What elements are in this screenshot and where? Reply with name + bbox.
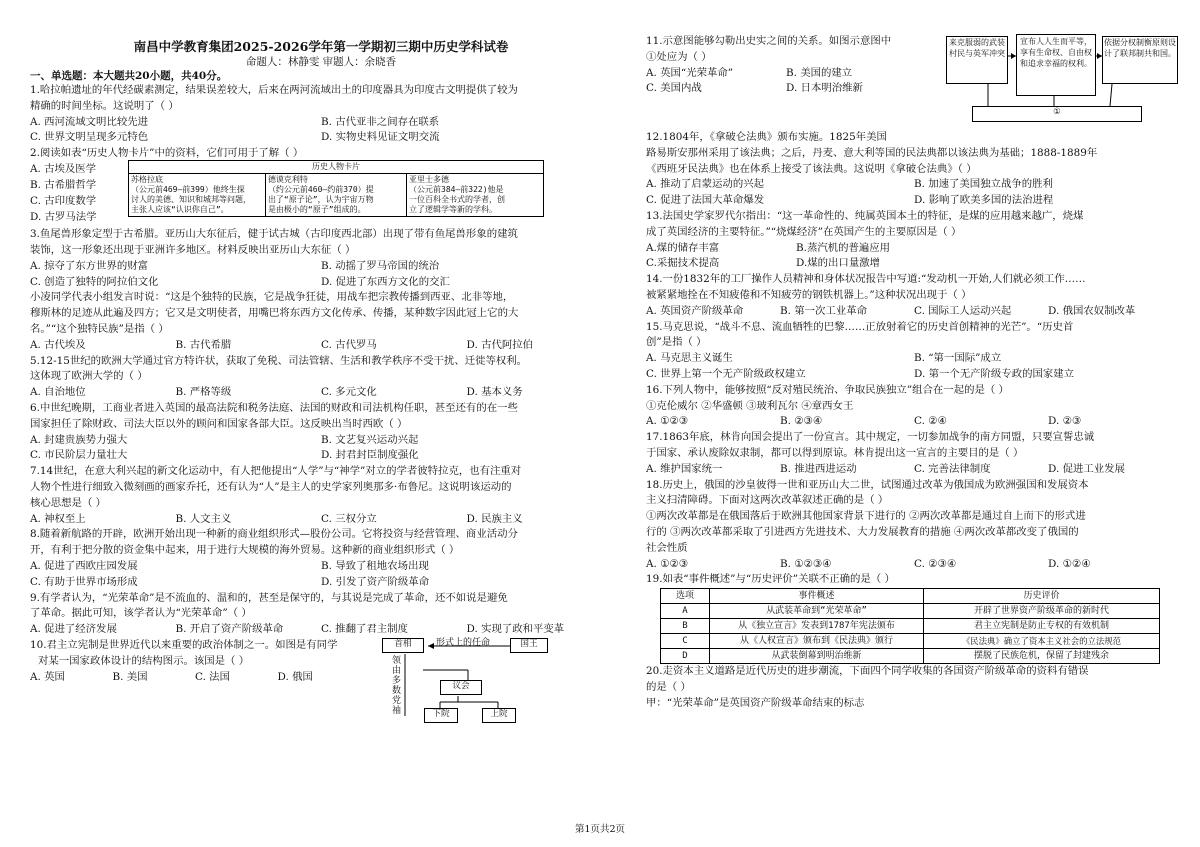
option-c[interactable]: C. 古代罗马	[321, 338, 377, 351]
question-14	[646, 272, 1182, 319]
option-a[interactable]: A. 推动了启蒙运动的兴起	[646, 178, 765, 191]
option-d[interactable]: D. ①②④	[1048, 557, 1091, 570]
option-a[interactable]: A. 英国“光荣革命”	[646, 66, 734, 79]
question-18	[646, 478, 1182, 573]
question-text: 名。”“这个独特民族”是指（ ）	[30, 322, 169, 335]
option-b[interactable]: B. 古希腊哲学	[30, 179, 97, 192]
option-d[interactable]: D. 基本义务	[466, 386, 523, 399]
question-text: 对某一国家政体设计的结构图示。该国是（ ）	[38, 654, 250, 667]
question-4	[30, 290, 612, 353]
option-b[interactable]: B. 美国	[112, 670, 148, 683]
question-7	[30, 464, 612, 527]
question-text: 20.走资本主义道路是近代历史的进步潮流，下面四个同学收集的各国资产阶级革命的资料有错误	[646, 665, 1089, 678]
question-text: 装饰，这一形象还出现于亚洲许多地区。材料反映出亚历山大东征（ ）	[30, 243, 356, 256]
question-text: 3.鱼尾兽形象定型于古希腊。亚历山大东征后，健于试古城（古印度西北部）出现了带有鱼尾兽形象的建筑	[30, 228, 518, 241]
question-text: 创”是指（ ）	[646, 336, 707, 349]
options	[30, 259, 612, 275]
question-text: 开，有利于把分散的资金集中起来，用于进行大规模的海外贸易。这种新的商业组织形式（ ）	[30, 544, 460, 557]
box-answer-slot: ①	[972, 106, 1142, 122]
appoint-label: 形式上的任命	[436, 637, 491, 648]
question-text: 《西班牙民法典》也在体系上接受了该法典。这说明《拿破仑法典》（ ）	[646, 162, 977, 175]
box-declaration: 宣布人人生而平等，享有生命权、自由权和追求幸福的权利。	[1016, 34, 1096, 96]
option-b[interactable]: B. 古代希腊	[175, 338, 232, 351]
option-a[interactable]: A. 促进了经济发展	[30, 623, 117, 636]
options	[646, 462, 1182, 478]
option-d[interactable]: D.煤的出口量激增	[796, 257, 880, 270]
question-text: 7.14世纪，在意大利兴起的新文化运动中，有人把他提出“人学”与“神学”对立的学者彼特拉克，也有注重对	[30, 465, 522, 478]
question-19	[646, 572, 1182, 664]
options	[646, 177, 1182, 193]
option-a[interactable]: A. 西河流域文明比较先进	[30, 115, 149, 128]
options	[646, 193, 1182, 209]
option-d[interactable]: D. 促进工业发展	[1048, 462, 1125, 475]
option-c[interactable]: C. 促进了法国大革命爆发	[646, 194, 765, 207]
options	[646, 304, 1182, 320]
question-text: 2.阅读如表“历史人物卡片”中的资料，它们可用于了解（ ）	[30, 147, 304, 160]
question-20	[646, 664, 1182, 711]
question-text: 1.哈拉帕遗址的年代经碳素测定，结果误差较大，后来在两河流域出土的印度器具为印度古文明提供了较为	[30, 84, 518, 96]
option-b[interactable]: B. 严格等级	[175, 386, 232, 399]
option-a[interactable]: A. ①②③	[646, 557, 689, 570]
options	[30, 338, 612, 354]
question-text: 5.12-15世纪的欧洲大学通过官方特许状，获取了免税、司法管辖、生活和教学秩序不受干扰、迁徙等权利。	[30, 354, 528, 367]
option-d[interactable]: D. 实物史料见证文明交流	[321, 131, 440, 144]
card-title: 历史人物卡片	[129, 161, 544, 174]
option-b[interactable]: B. ①②③④	[780, 557, 832, 570]
table-cell: 从武装革命到“光荣革命”	[710, 604, 924, 619]
table-cell: 从《独立宣言》发表到1787年宪法颁布	[710, 619, 924, 634]
question-text: 国家担任了除财政、司法大臣以外的顾问和国家各部大臣。这反映出当时西欧（ ）	[30, 417, 408, 430]
table-row	[661, 619, 1160, 634]
option-c[interactable]: C. 三权分立	[321, 512, 377, 525]
options	[646, 256, 1182, 272]
event-evaluation-table	[660, 588, 1160, 664]
table-row	[661, 634, 1160, 649]
option-c[interactable]: C. 有助于世界市场形成	[30, 575, 138, 588]
option-c[interactable]: C. 古印度数学	[30, 195, 97, 208]
question-text: ①处应为（ ）	[646, 50, 712, 63]
question-text: 甲：“光荣革命”是英国资产阶级革命结束的标志	[646, 696, 865, 709]
question-text: 9.有学者认为，“光荣革命”是不流血的、温和的，甚至是保守的，与其说是完成了革命，还不如说是避免	[30, 591, 508, 604]
question-6	[30, 401, 612, 464]
option-c[interactable]: C. 推翻了君主制度	[321, 623, 408, 636]
question-text: 18.历史上，俄国的沙皇彼得一世和亚历山大二世，试图通过改革为俄国成为欧洲强国和发展资本	[646, 478, 1089, 491]
options	[30, 512, 612, 528]
option-d[interactable]: D. 俄国农奴制改革	[1048, 304, 1136, 317]
question-text: 的是（ ）	[646, 680, 691, 693]
table-cell: 开辟了世界资产阶级革命的新时代	[924, 604, 1160, 619]
section-heading: 一、单选题：本大题共20小题，共40分。	[30, 70, 228, 82]
options	[646, 367, 1182, 383]
question-8	[30, 527, 612, 590]
table-cell: 《民法典》确立了资本主义社会的立法规范	[924, 634, 1160, 649]
table-cell: A	[661, 604, 710, 619]
option-a[interactable]: A. 自治地位	[30, 386, 86, 399]
question-9	[30, 591, 612, 638]
options	[646, 414, 1182, 430]
option-b[interactable]: B. “第一国际”成立	[914, 352, 1002, 365]
option-a[interactable]: A. 神权至上	[30, 512, 86, 525]
option-a[interactable]: A. 封建贵族势力强大	[30, 433, 128, 446]
table-cell: 从《人权宣言》颁布到《民法典》颁行	[710, 634, 924, 649]
options	[646, 81, 926, 97]
option-a[interactable]: A. 促进了西欧庄园发展	[30, 559, 138, 572]
question-text: 社会性质	[646, 541, 688, 554]
option-a[interactable]: A. ①②③	[646, 415, 689, 428]
option-d[interactable]: D. 实现了政和平变革	[466, 623, 565, 636]
options	[30, 559, 612, 575]
card-aristotle: 亚里士多德 （公元前384—前322)他是 一位百科全书式的学者，创 立了逻辑学等新的学科。	[407, 174, 544, 217]
options	[646, 66, 926, 82]
figure-causal-diagram	[942, 34, 1182, 130]
question-text: 主义扫清障碍。下面对这两次改革叙述正确的是（ ）	[646, 494, 889, 507]
question-text: 13.法国史学家罗代尔指出：“这一革命性的、纯属英国本土的特征，是煤的应用越来越广，烧煤	[646, 209, 1084, 222]
table-header: 选项	[661, 589, 710, 604]
option-c[interactable]: C. 美国内战	[646, 82, 702, 95]
options	[30, 448, 612, 464]
question-text: 了革命。据此可知，该学者认为“光荣革命”（ ）	[30, 607, 252, 620]
table-cell: 摆脱了民族危机，保留了封建残余	[924, 649, 1160, 664]
option-d[interactable]: D. 影响了欧美多国的法治进程	[914, 194, 1054, 207]
question-text: ①两次改革都是在俄国落后于欧洲其他国家背景下进行的 ②两次改革都是通过自上而下的形式进	[646, 510, 1086, 523]
option-b[interactable]: B. 导致了租地农场出现	[321, 559, 429, 572]
table-cell: C	[661, 634, 710, 649]
majority-leader-label: 领由多数党袖	[392, 655, 402, 716]
option-a[interactable]: A. 英国资产阶级革命	[646, 304, 744, 317]
option-d[interactable]: D. 日本明治维新	[786, 82, 863, 95]
option-a[interactable]: A. 古代埃及	[30, 338, 86, 351]
option-b[interactable]: B. 文艺复兴运动兴起	[321, 433, 419, 446]
question-text: 8.随着新航路的开辟，欧洲开始出现一种新的商业组织形式—股份公司。它将投资与经营管理、商业活动分	[30, 528, 518, 541]
exam-title: 南昌中学教育集团2025-2026学年第一学期初三期中历史学科试卷	[133, 39, 509, 54]
question-text: 17.1863年底，林肯向国会提出了一份宣言。其中规定，一切参加战争的南方同盟，只要宣誓忠诚	[646, 431, 1095, 444]
option-c[interactable]: C. 市民阶层力量壮大	[30, 449, 128, 462]
question-text: 核心思想是（ ）	[30, 496, 107, 509]
option-c[interactable]: C. 法国	[195, 670, 230, 683]
option-c[interactable]: C. 世界文明呈现多元特色	[30, 131, 149, 144]
option-c[interactable]: C. 多元文化	[321, 386, 377, 399]
question-17	[646, 430, 1182, 477]
table-cell: 君主立宪制是防止专权的有效机制	[924, 619, 1160, 634]
question-text: 精确的时间坐标。这说明了（ ）	[30, 99, 179, 112]
question-10	[30, 638, 612, 724]
left-column	[30, 0, 612, 820]
question-text: 路易斯安那州采用了该法典；之后，丹麦、意大利等国的民法典都以该法典为基础；1888-1889年	[646, 146, 1098, 159]
option-c[interactable]: C. ②④	[914, 415, 947, 428]
question-text: 11.示意图能够勾勒出史实之间的关系。如图示意图中	[646, 35, 892, 47]
question-text: 被紧紧地拴在不知疲倦和不知疲劳的钢铁机器上。”这种状况出现于（ ）	[646, 288, 972, 301]
option-d[interactable]: D. 古代阿拉伯	[466, 338, 534, 351]
card-democritus: 德谟克利特 （约公元前460—约前370）提 出了“原子论”，认为宇宙万物 是由极小的“原子”组成的。	[265, 174, 406, 217]
option-d[interactable]: D. ②③	[1048, 415, 1082, 428]
figure-constitution-structure	[368, 636, 568, 724]
page-footer: 第1页共2页	[574, 824, 626, 835]
exam-authors: 命题人：林静雯 审题人：余晓香	[245, 56, 397, 68]
option-d[interactable]: D. 民族主义	[466, 512, 523, 525]
table-header: 事件概述	[710, 589, 924, 604]
question-text: 成了英国经济的主要特征。”“烧煤经济”在英国产生的主要原因是（ ）	[646, 225, 962, 238]
parliament-box: 议会	[440, 680, 482, 695]
option-b[interactable]: B. 开启了资产阶级革命	[175, 623, 284, 636]
option-a[interactable]: A.煤的储存丰富	[646, 241, 720, 254]
option-c[interactable]: C. 国际工人运动兴起	[914, 304, 1012, 317]
question-16	[646, 383, 1182, 430]
options	[30, 275, 612, 291]
option-d[interactable]: D. 促进了东西方文化的交汇	[321, 275, 450, 288]
options	[30, 385, 612, 401]
table-row	[661, 604, 1160, 619]
card-socrates: 苏格拉底 （公元前469—前399）他终生探 讨人的美德、知识和城邦等问题， 主张人应该“认识你自己”。	[129, 174, 266, 217]
lower-house-box: 下院	[424, 708, 458, 723]
option-d[interactable]: D. 封君封臣制度强化	[321, 449, 419, 462]
question-text: 人物个性进行细致入微刻画的画家乔托，还有认为“人”是主人的史学家列奥那多·布鲁尼。这说明该运动的	[30, 480, 512, 493]
right-column	[646, 0, 1182, 820]
option-c[interactable]: C.采掘技术提高	[646, 257, 720, 270]
question-text: 小凌同学代表小组发言时说：“这是个独特的民族，它是战争狂徒，用战车把宗教传播到西亚、北非等地，	[30, 291, 514, 304]
question-text: 6.中世纪晚期，工商业者进入英国的最高法院和税务法庭、法国的财政和司法机构任职，甚至还有的在一些	[30, 401, 518, 414]
question-2	[30, 146, 612, 227]
upper-house-box: 上院	[482, 708, 516, 723]
question-3	[30, 227, 612, 290]
table-cell: B	[661, 619, 710, 634]
option-d[interactable]: D. 俄国	[277, 670, 313, 683]
question-text: ①克伦威尔 ②华盛顿 ③玻利瓦尔 ④章西女王	[646, 399, 854, 412]
option-a[interactable]: A. 维护国家统一	[646, 462, 723, 475]
options	[646, 351, 1182, 367]
option-c[interactable]: C. 完善法律制度	[914, 462, 991, 475]
question-text: 于国家、承认废除奴隶制，都可以得到原谅。林肯提出这一宣言的主要目的是（ ）	[646, 446, 1024, 459]
box-federal-republic: 依据分权制衡原则设计了联邦制共和国。	[1102, 36, 1178, 84]
option-c[interactable]: C. 世界上第一个无产阶级政权建立	[646, 367, 806, 380]
question-text: 这体现了欧洲大学的（ ）	[30, 370, 148, 383]
table-cell: D	[661, 649, 710, 664]
options	[646, 557, 1182, 573]
options	[30, 115, 612, 131]
option-a[interactable]: A. 掠夺了东方世界的财富	[30, 259, 149, 272]
option-a[interactable]: A. 英国	[30, 670, 65, 683]
question-text: 14.一份1832年的工厂操作人员精神和身体状况报告中写道:“发动机一开始,人们就必须工作……	[646, 273, 1086, 286]
option-b[interactable]: B. 第一次工业革命	[780, 304, 867, 317]
option-c[interactable]: C. 创造了独特的阿拉伯文化	[30, 275, 159, 288]
question-1	[30, 83, 612, 146]
question-13	[646, 209, 1182, 272]
figure-person-cards	[128, 160, 544, 217]
option-b[interactable]: B.蒸汽机的普遍应用	[796, 241, 891, 254]
option-b[interactable]: B. 动摇了罗马帝国的统治	[321, 259, 440, 272]
question-text: 16.下列人物中，能够按照“反对殖民统治、争取民族独立”组合在一起的是（ ）	[646, 383, 1009, 396]
option-a[interactable]: A. 古埃及医学	[30, 163, 97, 176]
question-text: 12.1804年，《拿破仑法典》颁布实施。1825年美国	[646, 131, 887, 143]
option-b[interactable]: B. 人文主义	[175, 512, 232, 525]
table-header: 历史评价	[924, 589, 1160, 604]
table-row	[661, 649, 1160, 664]
king-box: 国王	[510, 638, 548, 653]
options	[30, 433, 612, 449]
options	[30, 575, 612, 591]
question-text: 15.马克思说，“战斗不息、流血牺牲的巴黎……正放射着它的历史首创精神的光芒”。“历史首	[646, 320, 1074, 333]
option-b[interactable]: B. 古代亚非之间存在联系	[321, 115, 440, 128]
question-text: 19.如表“事件概述”与“历史评价”关联不正确的是（ ）	[646, 573, 895, 586]
question-text: 10.君主立宪制是世界近代以来重要的政治体制之一。如图是有同学	[30, 638, 338, 651]
option-d[interactable]: D. 古罗马法学	[30, 211, 97, 224]
question-15	[646, 320, 1182, 383]
question-11	[646, 34, 1182, 130]
options	[646, 241, 1182, 257]
options	[30, 130, 612, 146]
option-b[interactable]: B. 加速了美国独立战争的胜利	[914, 178, 1053, 191]
table-header-row	[661, 589, 1160, 604]
question-text: 行的 ③两次改革都采取了引进西方先进技术、大力发展教育的措施 ④两次改革都改变了俄国的	[646, 525, 1079, 538]
option-c[interactable]: C. ②③④	[914, 557, 957, 570]
option-b[interactable]: B. 推进西进运动	[780, 462, 857, 475]
table-cell: 从武装倒幕到明治维新	[710, 649, 924, 664]
question-text: 穆斯林的足迹从此遍及四方；它又是文明使者，用嘴巴将东西方文化传承、传播，某种数字因此冠上它的大	[30, 307, 519, 320]
option-d[interactable]: D. 引发了资产阶级革命	[321, 575, 430, 588]
option-b[interactable]: B. 美国的建立	[786, 66, 853, 79]
options	[30, 670, 360, 686]
pm-box: 首相	[382, 638, 424, 653]
option-b[interactable]: B. ②③④	[780, 415, 823, 428]
question-5	[30, 354, 612, 401]
question-12	[646, 130, 1182, 209]
option-d[interactable]: D. 第一个无产阶级专政的国家建立	[914, 367, 1075, 380]
option-a[interactable]: A. 马克思主义诞生	[646, 352, 733, 365]
box-militia-conflict: 来克服弱的武装村民与英军冲突	[946, 36, 1008, 84]
